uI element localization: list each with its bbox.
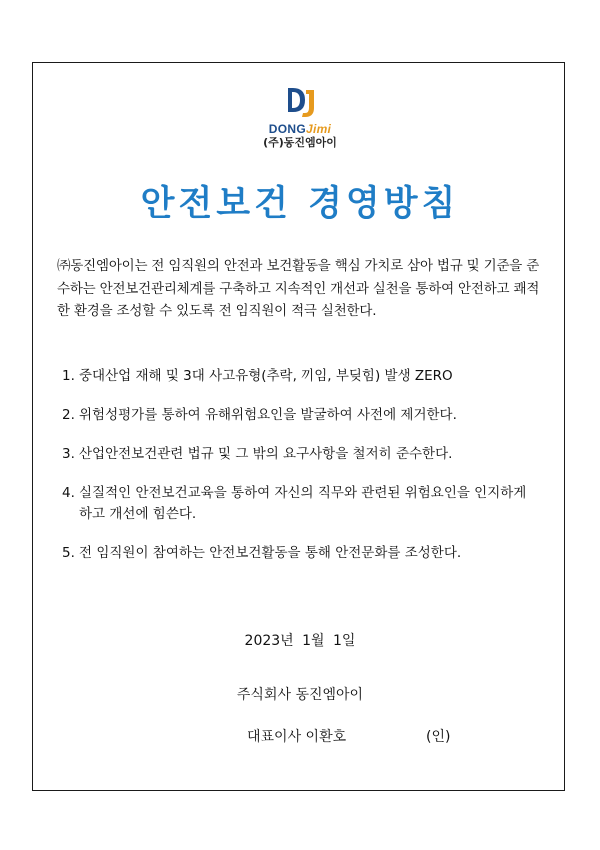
policy-number: 1. <box>62 368 75 384</box>
policy-number: 5. <box>62 545 75 561</box>
policy-number: 3. <box>62 446 75 462</box>
policy-item <box>62 444 542 465</box>
page-title: 안전보건 경영방침 <box>140 184 460 224</box>
policy-text: 산업안전보건관련 법규 및 그 밖의 요구사항을 철저히 준수한다. <box>79 446 453 462</box>
logo-company-name: (주)동진엠아이 <box>263 136 337 149</box>
dj-logo-icon <box>278 84 322 120</box>
logo-jimi: Jimi <box>305 122 332 136</box>
policy-number: 2. <box>62 407 75 423</box>
company-signature: 주식회사 동진엠아이 <box>236 687 364 703</box>
policy-number: 4. <box>62 485 75 501</box>
policy-text: 중대산업 재해 및 3대 사고유형(추락, 끼임, 부딪힘) 발생 ZERO <box>79 368 453 384</box>
issue-date: 2023년 1월 1일 <box>244 633 356 649</box>
policy-item <box>62 366 542 387</box>
policy-item <box>62 405 542 426</box>
policy-text: 위험성평가를 통하여 유해위험요인을 발굴하여 사전에 제거한다. <box>79 407 457 423</box>
seal-mark: (인) <box>426 729 451 745</box>
policy-item <box>62 483 542 525</box>
logo-wordmark <box>255 122 345 136</box>
policy-text: 실질적인 안전보건교육을 통하여 자신의 직무와 관련된 위험요인을 인지하게 하고 개선에 힘쓴다. <box>79 485 527 522</box>
intro-paragraph: ㈜동진엠아이는 전 임직원의 안전과 보건활동을 핵심 가치로 삼아 법규 및 기준을 준수하는 안전보건관리체계를 구축하고 지속적인 개선과 실천을 통하여 안전하고 쾌적한 환경을 조성할 수 있도록 전 임직원이 적극 실천한다. <box>57 258 540 319</box>
policy-item <box>62 543 542 564</box>
logo-dong: DONG <box>268 122 306 136</box>
company-logo <box>255 84 345 164</box>
policy-list <box>62 366 542 582</box>
ceo-name: 대표이사 이환호 <box>247 729 347 745</box>
policy-text: 전 임직원이 참여하는 안전보건활동을 통해 안전문화를 조성한다. <box>79 545 462 561</box>
